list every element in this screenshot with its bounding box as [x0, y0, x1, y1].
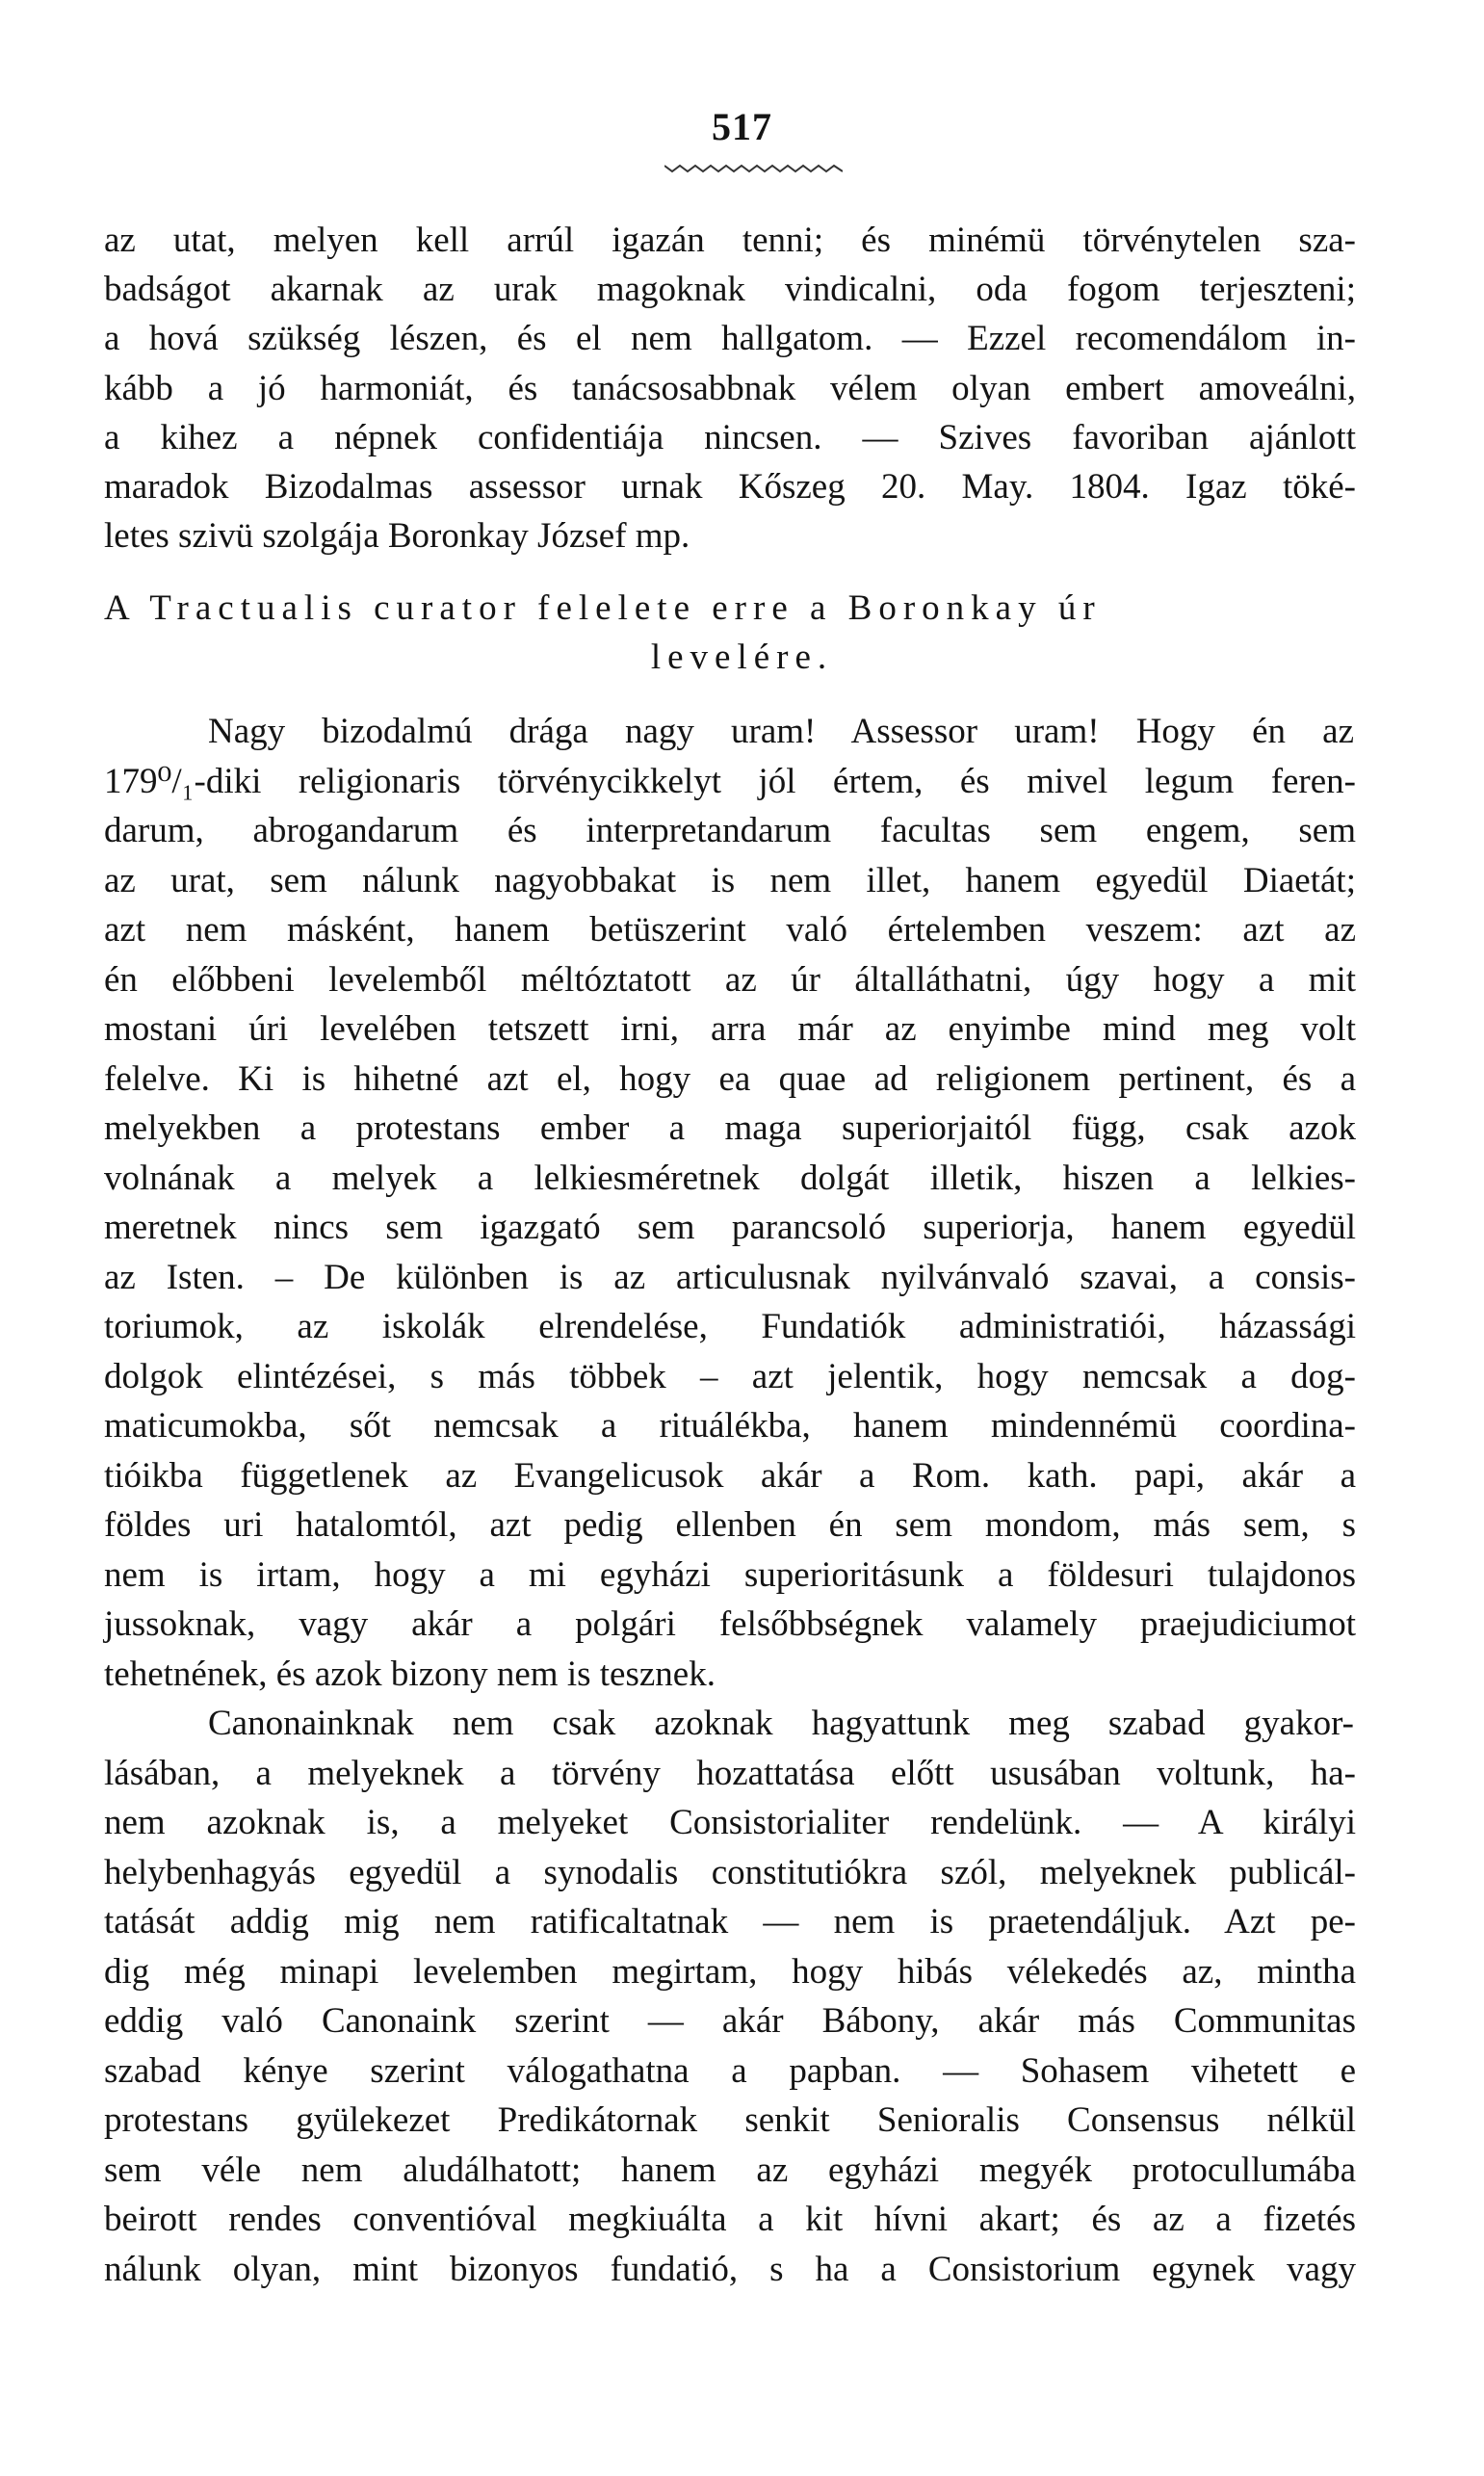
text-line: mostani úri levelében tetszett irni, arra már az enyimbe mind meg volt: [104, 1009, 1356, 1049]
text-line: toriumok, az iskolák elrendelése, Fundatiók administratiói, házassági: [104, 1307, 1356, 1346]
text-line: dig még minapi levelemben megirtam, hogy hibás vélekedés az, mintha: [104, 1952, 1356, 1992]
text-line: az utat, melyen kell arrúl igazán tenni; és minémü törvénytelen sza-: [104, 221, 1356, 260]
text-line: eddig való Canonaink szerint — akár Bábony, akár más Communitas: [104, 2001, 1356, 2041]
text-line: helybenhagyás egyedül a synodalis constitutiókra szól, melyeknek publicál-: [104, 1853, 1356, 1892]
text-line: nálunk olyan, mint bizonyos fundatió, s ha a Consistorium egynek vagy: [104, 2250, 1356, 2289]
text-line: az urat, sem nálunk nagyobbakat is nem illet, hanem egyedül Diaetát;: [104, 861, 1356, 900]
text-line: badságot akarnak az urak magoknak vindicalni, oda fogom terjeszteni;: [104, 270, 1356, 309]
text-line: tehetnének, és azok bizony nem is tesznek.: [104, 1655, 716, 1694]
text-line: nem is irtam, hogy a mi egyházi superioritásunk a földesuri tulajdonos: [104, 1555, 1356, 1595]
text-line: sem véle nem aludálhatott; hanem az egyházi megyék protocullumába: [104, 2150, 1356, 2190]
text-line: kább a jó harmoniát, és tanácsosabbnak vélem olyan embert amoveálni,: [104, 369, 1356, 408]
text-line: melyekben a protestans ember a maga superiorjaitól függ, csak azok: [104, 1108, 1356, 1148]
text-line: földes uri hatalomtól, azt pedig ellenben én sem mondom, más sem, s: [104, 1505, 1356, 1545]
text-line: meretnek nincs sem igazgató sem parancsoló superiorja, hanem egyedül: [104, 1208, 1356, 1247]
text-line: én előbbeni levelemből méltóztatott az úr általláthatni, úgy hogy a mit: [104, 960, 1356, 1000]
section-heading-continued: levelére.: [650, 638, 834, 677]
text-line: a kihez a népnek confidentiája nincsen. — Szives favoriban ajánlott: [104, 418, 1356, 457]
text-line: 179⁰/₁-diki religionaris törvénycikkelyt jól értem, és mivel legum feren-: [104, 762, 1356, 801]
text-line: tatását addig mig nem ratificaltatnak — nem is praetendáljuk. Azt pe-: [104, 1902, 1356, 1942]
text-line: a hová szükség lészen, és el nem hallgatom. — Ezzel recomendálom in-: [104, 319, 1356, 358]
ornament-rule-icon: [664, 162, 843, 173]
text-line: beirott rendes conventióval megkiuálta a kit hívni akart; és az a fizetés: [104, 2200, 1356, 2239]
text-line: Canonainknak nem csak azoknak hagyattunk meg szabad gyakor-: [208, 1704, 1354, 1743]
text-line: jussoknak, vagy akár a polgári felsőbbségnek valamely praejudiciumot: [104, 1604, 1356, 1644]
text-line: maticumokba, sőt nemcsak a rituálékba, hanem mindennémü coordina-: [104, 1406, 1356, 1446]
text-line: maradok Bizodalmas assessor urnak Kőszeg 20. May. 1804. Igaz töké-: [104, 467, 1356, 507]
section-heading: A Tractualis curator felelete erre a Boronkay úr: [104, 588, 1102, 628]
text-line: felelve. Ki is hihetné azt el, hogy ea quae ad religionem pertinent, és a: [104, 1059, 1356, 1099]
text-line: dolgok elintézései, s más többek – azt jelentik, hogy nemcsak a dog-: [104, 1357, 1356, 1396]
text-line: darum, abrogandarum és interpretandarum facultas sem engem, sem: [104, 811, 1356, 850]
text-line: azt nem másként, hanem betüszerint való értelemben veszem: azt az: [104, 910, 1356, 950]
text-line: Nagy bizodalmú drága nagy uram! Assessor uram! Hogy én az: [208, 712, 1354, 751]
text-line: az Isten. – De különben is az articulusnak nyilvánvaló szavai, a consis-: [104, 1258, 1356, 1297]
text-line: volnának a melyek a lelkiesméretnek dolgát illetik, hiszen a lelkies-: [104, 1159, 1356, 1198]
text-line: szabad kénye szerint válogathatna a papban. — Sohasem vihetett e: [104, 2051, 1356, 2091]
text-line: letes szivü szolgája Boronkay József mp.: [104, 516, 690, 556]
text-line: nem azoknak is, a melyeket Consistorialiter rendelünk. — A királyi: [104, 1803, 1356, 1842]
text-line: tióikba függetlenek az Evangelicusok akár a Rom. kath. papi, akár a: [104, 1456, 1356, 1496]
text-line: protestans gyülekezet Predikátornak senkit Senioralis Consensus nélkül: [104, 2100, 1356, 2140]
text-line: lásában, a melyeknek a törvény hozattatása előtt ususában voltunk, ha-: [104, 1754, 1356, 1793]
page-number: 517: [712, 105, 772, 148]
